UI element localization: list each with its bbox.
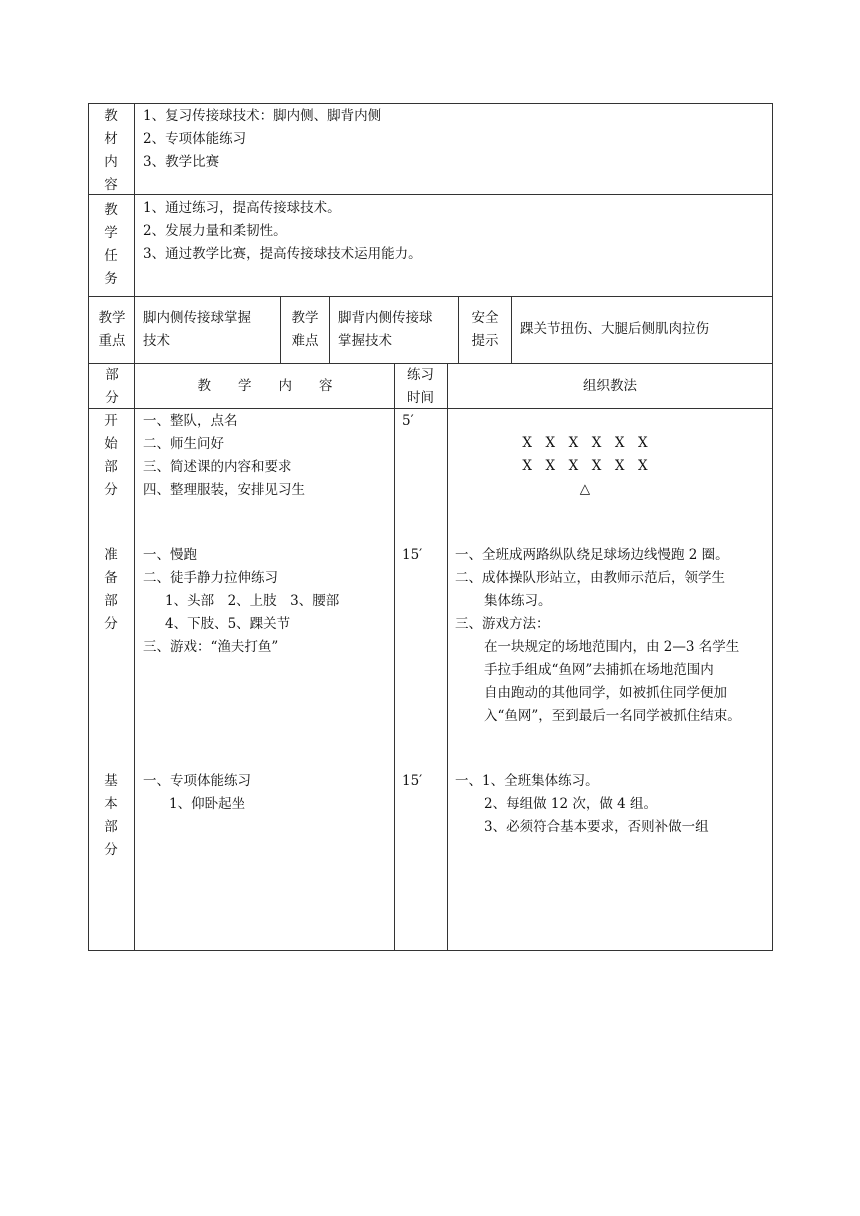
materials-label: 教 材 内 容 (104, 108, 118, 193)
row-divider (88, 194, 773, 195)
col-divider (134, 296, 135, 363)
materials-list: 1、复习传接球技术：脚内侧、脚背内侧 2、专项体能练习 3、教学比赛 (143, 108, 382, 170)
col-divider (329, 296, 330, 363)
row-divider (88, 296, 773, 297)
header-method: 组织教法 (583, 378, 637, 394)
difficulty-text: 脚背内侧传接球 掌握技术 (338, 310, 433, 349)
col-divider (134, 363, 135, 951)
safety-label: 安全 提示 (471, 310, 499, 349)
prep-time: 15′ (402, 547, 423, 563)
basic-content: 一、专项体能练习 1、仰卧起坐 (143, 773, 251, 812)
tasks-label: 教 学 任 务 (104, 202, 118, 287)
header-part: 部 分 (105, 367, 119, 406)
start-formation (470, 432, 700, 501)
formation-row: X X X X X X (522, 435, 648, 451)
basic-time: 15′ (402, 773, 423, 789)
header-content: 教 学 内 容 (197, 378, 333, 394)
basic-method: 一、1、全班集体练习。 2、每组做 12 次，做 4 组。 3、必须符合基本要求，否则补做一组 (455, 773, 709, 835)
col-divider (280, 296, 281, 363)
header-time: 练习 时间 (407, 367, 434, 406)
start-content: 一、整队，点名 二、师生问好 三、简述课的内容和要求 四、整理服装，安排见习生 (143, 413, 305, 498)
col-divider (511, 296, 512, 363)
focus-label: 教学 重点 (98, 310, 126, 349)
formation-row: X X X X X X (522, 458, 648, 474)
tasks-list: 1、通过练习，提高传接球技术。 2、发展力量和柔韧性。 3、通过教学比赛，提高传接球技术运用能力。 (143, 200, 422, 262)
teacher-marker: △ (579, 481, 591, 497)
focus-text: 脚内侧传接球掌握 技术 (143, 310, 251, 349)
col-divider (394, 363, 395, 951)
prep-part-label: 准 备 部 分 (104, 547, 118, 632)
start-part-label: 开 始 部 分 (104, 413, 118, 498)
col-divider (447, 363, 448, 951)
start-time: 5′ (402, 413, 414, 429)
col-divider (134, 103, 135, 296)
difficulty-label: 教学 难点 (291, 310, 319, 349)
col-divider (458, 296, 459, 363)
prep-content: 一、慢跑 二、徒手静力拉伸练习 1、头部 2、上肢 3、腰部 4、下肢、5、踝关节 三、游戏：“渔夫打鱼” (143, 547, 340, 655)
safety-text: 踝关节扭伤、大腿后侧肌肉拉伤 (520, 321, 709, 337)
basic-part-label: 基 本 部 分 (104, 773, 118, 858)
prep-method: 一、全班成两路纵队绕足球场边线慢跑 2 圈。 二、成体操队形站立，由教师示范后，领学生 集体练习。 三、游戏方法： 在一块规定的场地范围内，由 2—3 名学生 手拉手组成“鱼网”去捕抓在场地范围内 自由跑动的其他同学，如被抓住同学便加 入“鱼网”，至到最后一名同学被抓住结束。 (455, 547, 741, 724)
